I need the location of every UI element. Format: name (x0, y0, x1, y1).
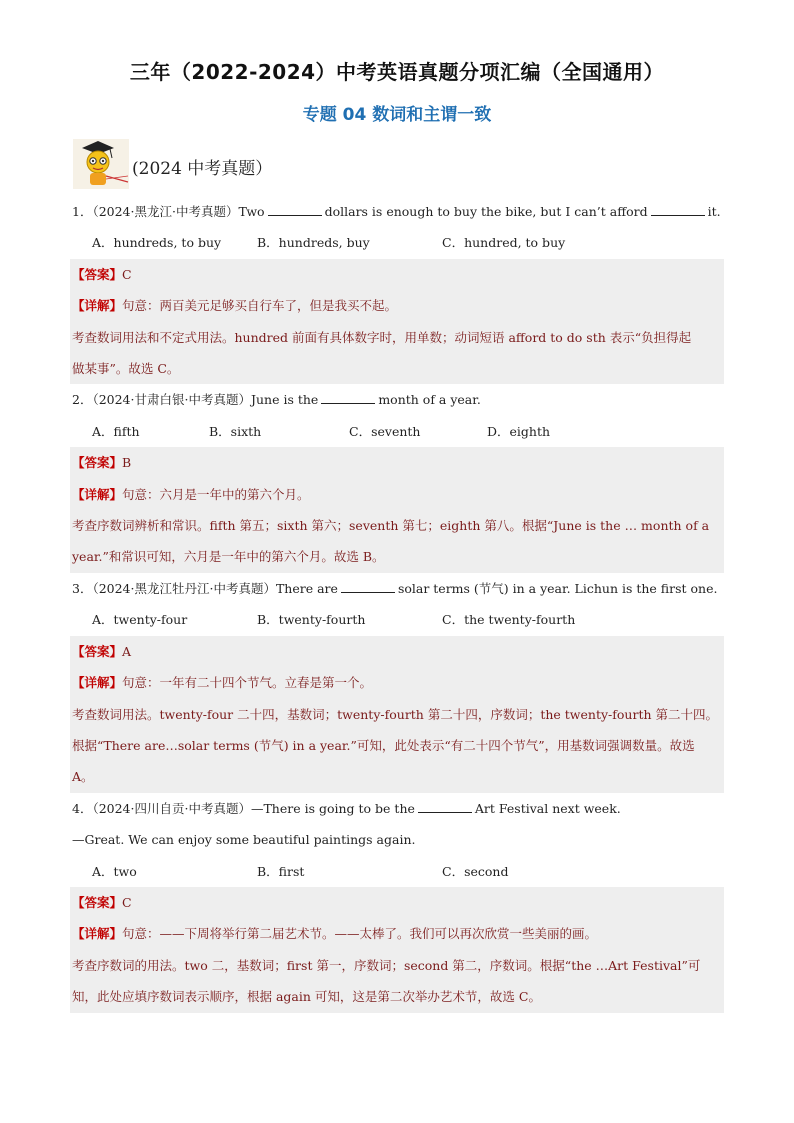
option-row (70, 416, 724, 447)
option-row (70, 604, 724, 635)
answer-blank (268, 203, 322, 216)
option-c: C．second (442, 863, 509, 879)
answer-box: 【答案】B 【详解】句意：六月是一年中的第六个月。 考查序数词辨析和常识。fifth 第五；sixth 第六；seventh 第七；eighth 第八。根据“June is the … month of a year.”和常识可知，六月是一年中的第六个月。故选 B。 (70, 447, 724, 573)
question-item (70, 573, 724, 793)
answer-blank (321, 391, 375, 404)
option-d: D．eighth (487, 423, 551, 439)
option-row (70, 856, 724, 887)
question-stem-line2: —Great. We can enjoy some beautiful paintings again. (72, 832, 416, 848)
question-stem: 4．（2024·四川自贡·中考真题）—There is going to be the Art Festival next week. (72, 800, 621, 816)
option-b: B．twenty-fourth (257, 612, 366, 628)
answer-value: C (122, 894, 132, 910)
question-stem: 3．（2024·黑龙江牡丹江·中考真题）There are solar terms (节气) in a year. Lichun is the first one. (72, 580, 718, 596)
answer-value: B (122, 455, 132, 471)
question-stem: 2．（2024·甘肃白银·中考真题）June is the month of a year. (72, 392, 481, 408)
option-row (70, 227, 724, 258)
answer-box: 【答案】C 【详解】句意：两百美元足够买自行车了，但是我买不起。 考查数词用法和不定式用法。hundred 前面有具体数字时，用单数；动词短语 afford to do sth 表示“负担得起 做某事”。故选 C。 (70, 259, 724, 385)
section-heading (72, 138, 272, 190)
answer-blank (341, 580, 395, 593)
graduate-mascot-icon (72, 138, 130, 190)
option-c: C．seventh (349, 423, 421, 439)
option-a: A．twenty-four (92, 612, 188, 628)
option-a: A．two (92, 863, 137, 879)
option-b: B．hundreds, buy (257, 235, 370, 251)
answer-blank (418, 800, 472, 813)
topic-subtitle: 专题 04 数词和主谓一致 (302, 105, 492, 125)
answer-blank (651, 203, 705, 216)
option-b: B．first (257, 863, 305, 879)
question-list (70, 196, 724, 1013)
question-stem: 1．（2024·黑龙江·中考真题）Two dollars is enough to buy the bike, but I can’t afford it. (72, 204, 721, 219)
option-a: A．hundreds, to buy (92, 235, 222, 251)
option-b: B．sixth (209, 423, 262, 439)
section-label: (2024 中考真题） (132, 158, 273, 179)
question-item (70, 196, 724, 384)
document-title: 三年（2022-2024）中考英语真题分项汇编（全国通用） (129, 60, 665, 84)
question-item (70, 384, 724, 572)
option-c: C．the twenty-fourth (442, 612, 576, 628)
answer-value: A (122, 643, 132, 659)
option-a: A．fifth (92, 423, 140, 439)
option-c: C．hundred, to buy (442, 235, 566, 251)
answer-value: C (122, 266, 132, 282)
answer-box: 【答案】A 【详解】句意：一年有二十四个节气。立春是第一个。 考查数词用法。twenty-four 二十四，基数词；twenty-fourth 第二十四，序数词；the twenty-fourth 第二十四。 根据“There are…solar terms (节气) in a year.”可知，此处表示“有二十四个节气”，用基数词强调数量。故选 A。 (70, 636, 724, 793)
question-item (70, 793, 724, 1013)
answer-box: 【答案】C 【详解】句意：——下周将举行第二届艺术节。——太棒了。我们可以再次欣赏一些美丽的画。 考查序数词的用法。two 二，基数词；first 第一，序数词；second 第二，序数词。根据“the …Art Festival”可 知，此处应填序数词表示顺序，根据 again 可知，这是第二次举办艺术节，故选 C。 (70, 887, 724, 1013)
